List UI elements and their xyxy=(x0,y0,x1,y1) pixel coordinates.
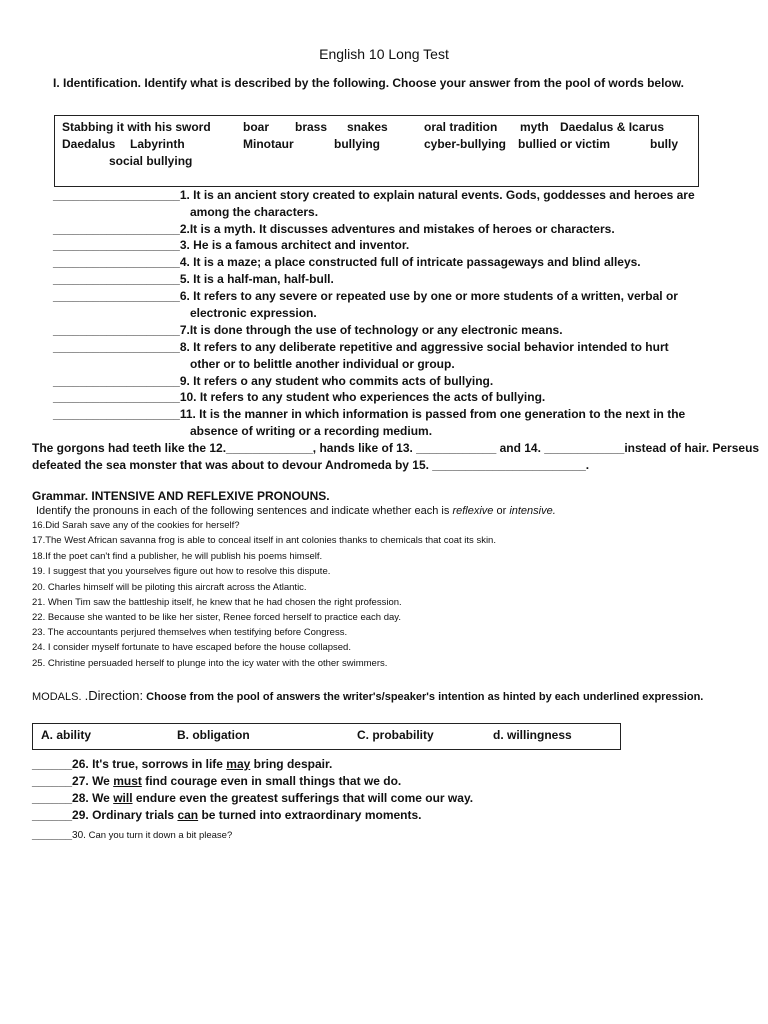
answer-blank[interactable]: ___________________ xyxy=(53,255,180,269)
pool-word: bullying xyxy=(334,137,380,151)
item-text: 3. He is a famous architect and inventor. xyxy=(179,238,410,252)
answer-blank[interactable]: ___________________ xyxy=(53,188,180,202)
item-text: 10. It refers to any student who experiences the acts of bullying. xyxy=(179,390,546,404)
grammar-item-23: 23. The accountants perjured themselves when testifying before Congress. xyxy=(32,627,348,638)
underlined-modal: will xyxy=(113,791,133,805)
answer-blank[interactable]: ___________________ xyxy=(53,323,180,337)
grammar-item-25: 25. Christine persuaded herself to plunge into the icy water with the other swimmers. xyxy=(32,658,388,669)
item-text: 9. It refers o any student who commits acts of bullying. xyxy=(179,374,494,388)
pool-word: bully xyxy=(650,137,679,151)
item-text: Can you turn it down a bit please? xyxy=(85,830,233,841)
item-text: 7.It is done through the use of technology or any electronic means. xyxy=(179,323,563,337)
modal-item-29 xyxy=(32,808,422,822)
grammar-instruction xyxy=(36,505,556,517)
answer-blank[interactable]: ___________________ xyxy=(53,238,180,252)
item-text: 4. It is a maze; a place constructed full of intricate passageways and blind alleys. xyxy=(179,255,641,269)
pool-word: Daedalus xyxy=(62,137,116,151)
choice-d: d. willingness xyxy=(493,728,572,742)
gorgon-paragraph-line1: The gorgons had teeth like the 12._____________, hands like of 13. ____________ and 14. ____________instead of hair. Perseus xyxy=(32,441,760,455)
page-title: English 10 Long Test xyxy=(319,46,449,62)
item-text: 8. It refers to any deliberate repetitive and aggressive social behavior intended to hurt xyxy=(179,340,669,354)
item-6 xyxy=(53,289,678,303)
answer-blank[interactable]: ___________________ xyxy=(53,407,180,421)
answer-blank[interactable]: ______ xyxy=(32,757,73,771)
grammar-item-16: 16.Did Sarah save any of the cookies for herself? xyxy=(32,520,240,531)
section1-instruction xyxy=(53,76,684,90)
grammar-item-20: 20. Charles himself will be piloting this aircraft across the Atlantic. xyxy=(32,582,307,593)
answer-blank[interactable]: ___________________ xyxy=(53,272,180,286)
item-text: 27. We xyxy=(72,774,114,788)
pool-word: myth xyxy=(520,120,549,134)
item-11-cont: absence of writing or a recording medium. xyxy=(190,424,433,438)
item-text: bring despair. xyxy=(250,757,333,771)
answer-blank[interactable]: ______ xyxy=(32,791,73,805)
choice-b: B. obligation xyxy=(177,728,250,742)
pool-word: bullied or victim xyxy=(518,137,611,151)
answer-blank[interactable]: ___________________ xyxy=(53,340,180,354)
modal-item-27 xyxy=(32,774,401,788)
item-4 xyxy=(53,255,641,269)
pool-word: Minotaur xyxy=(243,137,294,151)
pool-word: snakes xyxy=(347,120,388,134)
grammar-item-18: 18.If the poet can't find a publisher, he will publish his poems himself. xyxy=(32,551,323,562)
grammar-instr-reflexive: reflexive xyxy=(452,505,494,517)
item-7 xyxy=(53,323,563,337)
modal-item-30 xyxy=(32,825,232,843)
underlined-modal: must xyxy=(113,774,142,788)
item-5 xyxy=(53,272,334,286)
item-text: 29. Ordinary trials xyxy=(72,808,178,822)
section1-instruction-text: Identify what is described by the following. Choose your answer from the pool of words below. xyxy=(144,76,684,90)
modal-item-26 xyxy=(32,757,332,771)
grammar-instr-or: or xyxy=(493,505,510,517)
pool-word: Labyrinth xyxy=(130,137,185,151)
grammar-item-21: 21. When Tim saw the battleship itself, he knew that he had chosen the right profession. xyxy=(32,597,402,608)
grammar-item-17: 17.The West African savanna frog is able to conceal itself in ant colonies thanks to chemicals that coat its skin. xyxy=(32,535,496,546)
pool-word: Daedalus & Icarus xyxy=(560,120,665,134)
modals-label: MODALS. xyxy=(32,691,85,703)
grammar-item-22: 22. Because she wanted to be like her sister, Renee forced herself to practice each day. xyxy=(32,612,401,623)
underlined-modal: may xyxy=(226,757,251,771)
item-text: 2.It is a myth. It discusses adventures and mistakes of heroes or characters. xyxy=(179,222,615,236)
grammar-instr-intensive: intensive. xyxy=(509,505,556,517)
modals-direction-label: .Direction: xyxy=(84,688,144,703)
grammar-item-24: 24. I consider myself fortunate to have escaped before the house collapsed. xyxy=(32,642,351,653)
item-text: find courage even in small things that we do. xyxy=(141,774,402,788)
pool-word: brass xyxy=(295,120,328,134)
modal-item-28 xyxy=(32,791,473,805)
item-text: 11. It is the manner in which information is passed from one generation to the next in the xyxy=(179,407,686,421)
item-text: endure even the greatest sufferings that will come our way. xyxy=(132,791,474,805)
item-text: 5. It is a half-man, half-bull. xyxy=(179,272,334,286)
item-10 xyxy=(53,390,545,404)
item-text: be turned into extraordinary moments. xyxy=(198,808,422,822)
choice-c: C. probability xyxy=(357,728,434,742)
answer-blank[interactable]: ______ xyxy=(32,827,73,841)
answer-blank[interactable]: ___________________ xyxy=(53,289,180,303)
item-8-cont: other or to belittle another individual or group. xyxy=(190,357,455,371)
item-1 xyxy=(53,188,695,202)
grammar-heading: Grammar. INTENSIVE AND REFLEXIVE PRONOUNS. xyxy=(32,489,330,503)
answer-blank[interactable]: ______ xyxy=(32,774,73,788)
pool-word: boar xyxy=(243,120,270,134)
item-text: 1. It is an ancient story created to explain natural events. Gods, goddesses and heroes are xyxy=(179,188,695,202)
item-11 xyxy=(53,407,685,421)
modals-instruction-text: Choose from the pool of answers the writer's/speaker's intention as hinted by each underlined expression. xyxy=(143,691,704,703)
answer-blank[interactable]: ______ xyxy=(32,808,73,822)
item-1-cont: among the characters. xyxy=(190,205,319,219)
pool-word: social bullying xyxy=(109,154,193,168)
grammar-item-19: 19. I suggest that you yourselves figure out how to resolve this dispute. xyxy=(32,566,331,577)
item-number: 30. xyxy=(72,830,86,841)
choice-a: A. ability xyxy=(41,728,92,742)
modals-instruction xyxy=(32,688,703,703)
answer-blank[interactable]: ___________________ xyxy=(53,390,180,404)
item-9 xyxy=(53,374,493,388)
pool-word: cyber-bullying xyxy=(424,137,507,151)
answer-blank[interactable]: ___________________ xyxy=(53,374,180,388)
item-text: 28. We xyxy=(72,791,114,805)
gorgon-paragraph-line2: defeated the sea monster that was about to devour Andromeda by 15. _______________________. xyxy=(32,458,590,472)
item-2 xyxy=(53,222,615,236)
pool-word: Stabbing it with his sword xyxy=(62,120,211,134)
item-8 xyxy=(53,340,669,354)
section1-heading: I. Identification. xyxy=(53,76,142,90)
item-text: 6. It refers to any severe or repeated use by one or more students of a written, verbal or xyxy=(179,289,678,303)
item-3 xyxy=(53,238,409,252)
item-6-cont: electronic expression. xyxy=(190,306,317,320)
item-text: 26. It's true, sorrows in life xyxy=(72,757,227,771)
pool-word: oral tradition xyxy=(424,120,498,134)
answer-blank[interactable]: ___________________ xyxy=(53,222,180,236)
grammar-instr-text: Identify the pronouns in each of the following sentences and indicate whether each is xyxy=(36,505,453,517)
underlined-modal: can xyxy=(177,808,199,822)
